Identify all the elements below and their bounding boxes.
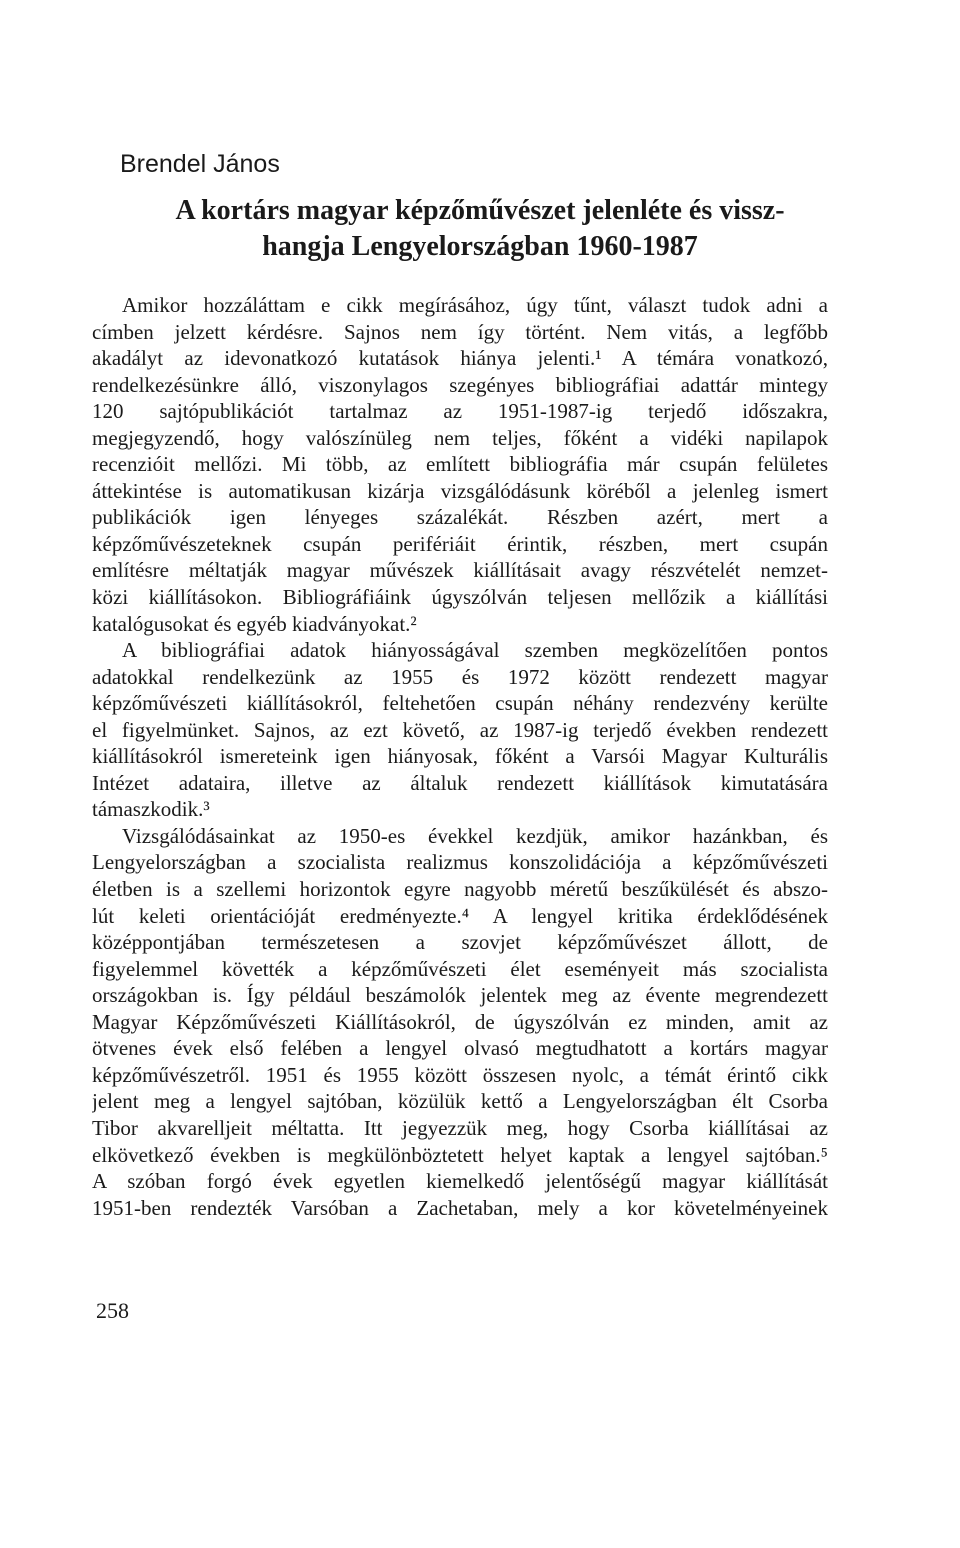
body-line: A bibliográfiai adatok hiányosságával szemben megközelítően pontos (122, 638, 828, 663)
body-line: kiállításokról ismereteink igen hiányosak, főként a Varsói Magyar Kulturális (92, 744, 828, 769)
body-line: el figyelmünket. Sajnos, az ezt követő, az 1987-ig terjedő években rendezett (92, 717, 828, 742)
body-line: Vizsgálódásainkat az 1950-es évekkel kezdjük, amikor hazánkban, és (122, 823, 828, 848)
article-title (120, 193, 840, 265)
title-line: hangja Lengyelországban 1960-1987 (262, 231, 698, 262)
body-line: országokban is. Így például beszámolók jelentek meg az évente megrendezett (92, 983, 828, 1008)
body-line: Tibor akvarelljeit méltatta. Itt jegyezzük meg, hogy Csorba kiállításai az (92, 1115, 828, 1140)
body-line: támaszkodik.³ (92, 797, 210, 822)
body-line: képzőművészeteknek csupán perifériáit érintik, részben, mert csupán (92, 531, 828, 556)
body-line: figyelemmel követték a képzőművészeti élet eseményeit más szocialista (92, 956, 828, 981)
body-line: lút keleti orientációját eredményezte.⁴ A lengyel kritika érdeklődésének (92, 903, 828, 928)
body-line: említésre méltatják magyar művészek kiállításait avagy részvételét nemzet- (92, 558, 828, 583)
body-line: publikációk igen lényeges százalékát. Részben azért, mert a (92, 505, 828, 530)
body-line: jelent meg a lengyel sajtóban, közülük kettő a Lengyelországban élt Csorba (92, 1089, 828, 1114)
body-line: 1951-ben rendezték Varsóban a Zachetaban, mely a kor követelményeinek (92, 1195, 828, 1220)
body-line: életben is a szellemi horizontok egyre nagyobb méretű beszűkülését és abszo- (92, 877, 828, 902)
body-line: akadályt az idevonatkozó kutatások hiánya jelenti.¹ A témára vonatkozó, (92, 346, 828, 371)
body-line: 120 sajtópublikációt tartalmaz az 1951-1987-ig terjedő időszakra, (92, 399, 828, 424)
body-line: képzőművészetről. 1951 és 1955 között összesen nyolc, a témát érintő cikk (92, 1062, 828, 1087)
body-line: Lengyelországban a szocialista realizmus konszolidációja a képzőművészeti (92, 850, 828, 875)
body-line: közi kiállításokon. Bibliográfiáink úgyszólván teljesen mellőzik a kiállítási (92, 585, 828, 610)
page-number: 258 (96, 1298, 129, 1323)
body-line: megjegyzendő, hogy valószínüleg nem teljes, főként a vidéki napilapok (92, 425, 828, 450)
body-line: címben jelzett kérdésre. Sajnos nem így történt. Nem vitás, a legfőbb (92, 319, 828, 344)
body-line: elkövetkező években is megkülönböztetett helyet kaptak a lengyel sajtóban.⁵ (92, 1142, 828, 1167)
body-line: középpontjában természetesen a szovjet képzőművészet állott, de (92, 930, 828, 955)
author-name: Brendel János (120, 150, 280, 178)
body-line: áttekintése is automatikusan kizárja vizsgálódásunk köréből a jelenleg ismert (92, 478, 828, 503)
body-line: ötvenes évek első felében a lengyel olvasó megtudhatott a kortárs magyar (92, 1036, 828, 1061)
body-line: A szóban forgó évek egyetlen kiemelkedő jelentőségű magyar kiállítását (92, 1169, 828, 1194)
body-line: adatokkal rendelkezünk az 1955 és 1972 között rendezett magyar (92, 664, 828, 689)
body-line: Amikor hozzáláttam e cikk megírásához, úgy tűnt, választ tudok adni a (122, 293, 828, 317)
body-line: katalógusokat és egyéb kiadványokat.² (92, 611, 417, 636)
title-line: A kortárs magyar képzőművészet jelenléte és vissz- (175, 195, 785, 226)
body-line: recenzióit mellőzi. Mi több, az említett bibliográfia már csupán felületes (92, 452, 828, 477)
body-line: Magyar Képzőművészeti Kiállításokról, de úgyszólván ez minden, amit az (92, 1009, 828, 1034)
article-body (92, 292, 828, 1221)
body-line: rendelkezésünkre álló, viszonylagos szegényes bibliográfiai adattár mintegy (92, 372, 828, 397)
body-line: Intézet adataira, illetve az általuk rendezett kiállítások kimutatására (92, 770, 828, 795)
body-line: képzőművészeti kiállításokról, feltehetően csupán néhány rendezvény kerülte (92, 691, 828, 716)
